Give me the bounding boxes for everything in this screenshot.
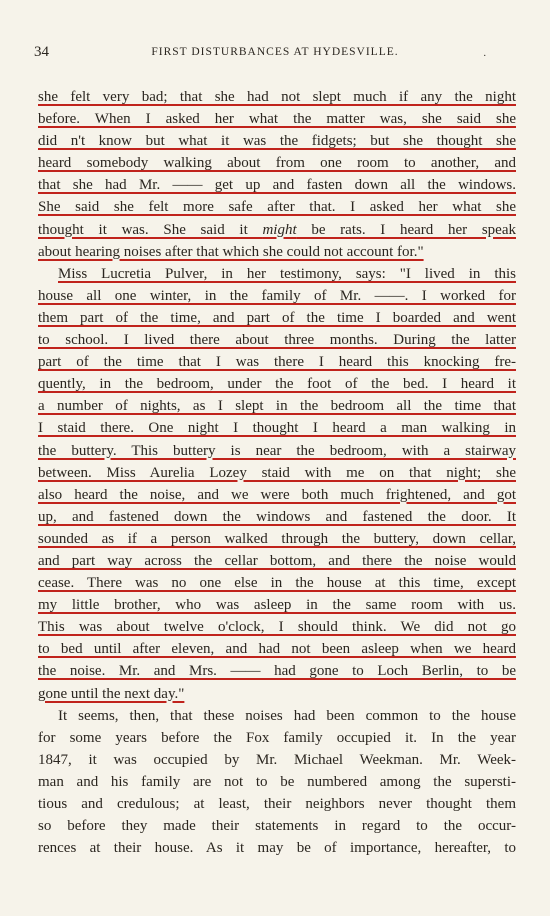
line-text: This was about twelve o'clock, I should think. We did not go: [38, 619, 516, 636]
underlined-text-line: [38, 594, 516, 616]
underlined-text-line: [38, 373, 516, 395]
line-text: so before they made their statements in regard to the occur-: [38, 818, 516, 835]
line-text: them part of the time, and part of the time I boarded and went: [38, 309, 516, 326]
line-text: also heard the noise, and we were both much frightened, and got: [38, 486, 516, 503]
body-text: [38, 86, 516, 859]
line-text: It seems, then, that these noises had been common to the house: [58, 707, 516, 724]
text-line: [38, 705, 516, 727]
line-text: heard somebody walking about from one room to another, and: [38, 155, 516, 172]
line-text: a number of nights, as I slept in the bedroom all the time that: [38, 398, 516, 415]
underlined-text-line: [38, 152, 516, 174]
text-line: [38, 727, 516, 749]
text-line: [38, 793, 516, 815]
line-text: rences at their house. As it may be of importance, hereafter, to: [38, 840, 516, 857]
underlined-text-line: [38, 307, 516, 329]
line-text: man and his family are not to be numbered among the supersti-: [38, 773, 516, 790]
underlined-text-line: [38, 683, 516, 705]
underlined-text-line: [38, 395, 516, 417]
line-text: my little brother, who was asleep in the same room with us.: [38, 597, 516, 614]
underlined-text-line: [38, 196, 516, 218]
text-line: [38, 749, 516, 771]
italic-word: might: [262, 221, 297, 238]
line-text: gone until the next day.": [38, 685, 185, 702]
page-number: 34: [34, 44, 49, 60]
underlined-text-line: [38, 417, 516, 439]
underlined-text-line: [38, 329, 516, 351]
underlined-text-line: [38, 440, 516, 462]
underlined-text-line: [38, 506, 516, 528]
underlined-text-line: [38, 550, 516, 572]
running-head: FIRST DISTURBANCES AT HYDESVILLE.: [151, 46, 399, 58]
underlined-text-line: [38, 572, 516, 594]
line-text: up, and fastened down the windows and fastened the door. It: [38, 508, 516, 525]
line-text: the buttery. This buttery is near the bedroom, with a stairway: [38, 442, 516, 459]
underlined-text-line: [38, 351, 516, 373]
line-text: tious and credulous; at least, their neighbors never thought them: [38, 796, 516, 812]
underlined-text-line: [38, 484, 516, 506]
line-text: quently, in the bedroom, under the foot of the bed. I heard it: [38, 376, 516, 393]
underlined-text-line: [38, 86, 516, 108]
line-text: that she had Mr. —— get up and fasten down all the windows.: [38, 177, 516, 194]
underlined-text-line: [38, 241, 516, 263]
underlined-text-line: [38, 462, 516, 484]
underlined-text-line: [38, 638, 516, 660]
line-text: be rats. I heard her speak: [296, 221, 516, 238]
underlined-text-line: [38, 660, 516, 682]
line-text: for some years before the Fox family occupied it. In the year: [38, 729, 516, 746]
underlined-text-line: [38, 174, 516, 196]
line-text: before. When I asked her what the matter was, she said she: [38, 111, 516, 128]
underlined-text-line: [38, 108, 516, 130]
underlined-text-line: [38, 616, 516, 638]
line-text: sounded as if a person walked through the buttery, down cellar,: [38, 530, 516, 547]
underlined-text-line: [38, 219, 516, 241]
text-line: [38, 837, 516, 859]
line-text: Miss Lucretia Pulver, in her testimony, says: "I lived in this: [58, 265, 516, 282]
line-text: thought it was. She said it: [38, 221, 263, 238]
underlined-text-line: [38, 263, 516, 285]
text-line: [38, 771, 516, 793]
line-text: the noise. Mr. and Mrs. —— had gone to Loch Berlin, to be: [38, 663, 516, 680]
underlined-text-line: [38, 285, 516, 307]
line-text: house all one winter, in the family of Mr. ——. I worked for: [38, 287, 516, 304]
header-mark: .: [483, 48, 486, 59]
underlined-text-line: [38, 528, 516, 550]
line-text: between. Miss Aurelia Lozey staid with me on that night; she: [38, 464, 516, 481]
line-text: about hearing noises after that which she could not account for.": [38, 243, 424, 260]
line-text: part of the time that I was there I heard this knocking fre-: [38, 354, 516, 371]
line-text: 1847, it was occupied by Mr. Michael Weekman. Mr. Week-: [38, 751, 516, 768]
line-text: to school. I lived there about three months. During the latter: [38, 332, 516, 349]
page-header: [34, 44, 516, 64]
underlined-text-line: [38, 130, 516, 152]
line-text: and part way across the cellar bottom, and there the noise would: [38, 552, 516, 569]
line-text: to bed until after eleven, and had not been asleep when we heard: [38, 641, 516, 658]
line-text: cease. There was no one else in the house at this time, except: [38, 575, 516, 592]
line-text: did n't know but what it was the fidgets; but she thought she: [38, 133, 516, 150]
line-text: She said she felt more safe after that. I asked her what she: [38, 199, 516, 216]
line-text: she felt very bad; that she had not slept much if any the night: [38, 89, 516, 105]
line-text: I staid there. One night I thought I heard a man walking in: [38, 420, 516, 437]
text-line: [38, 815, 516, 837]
